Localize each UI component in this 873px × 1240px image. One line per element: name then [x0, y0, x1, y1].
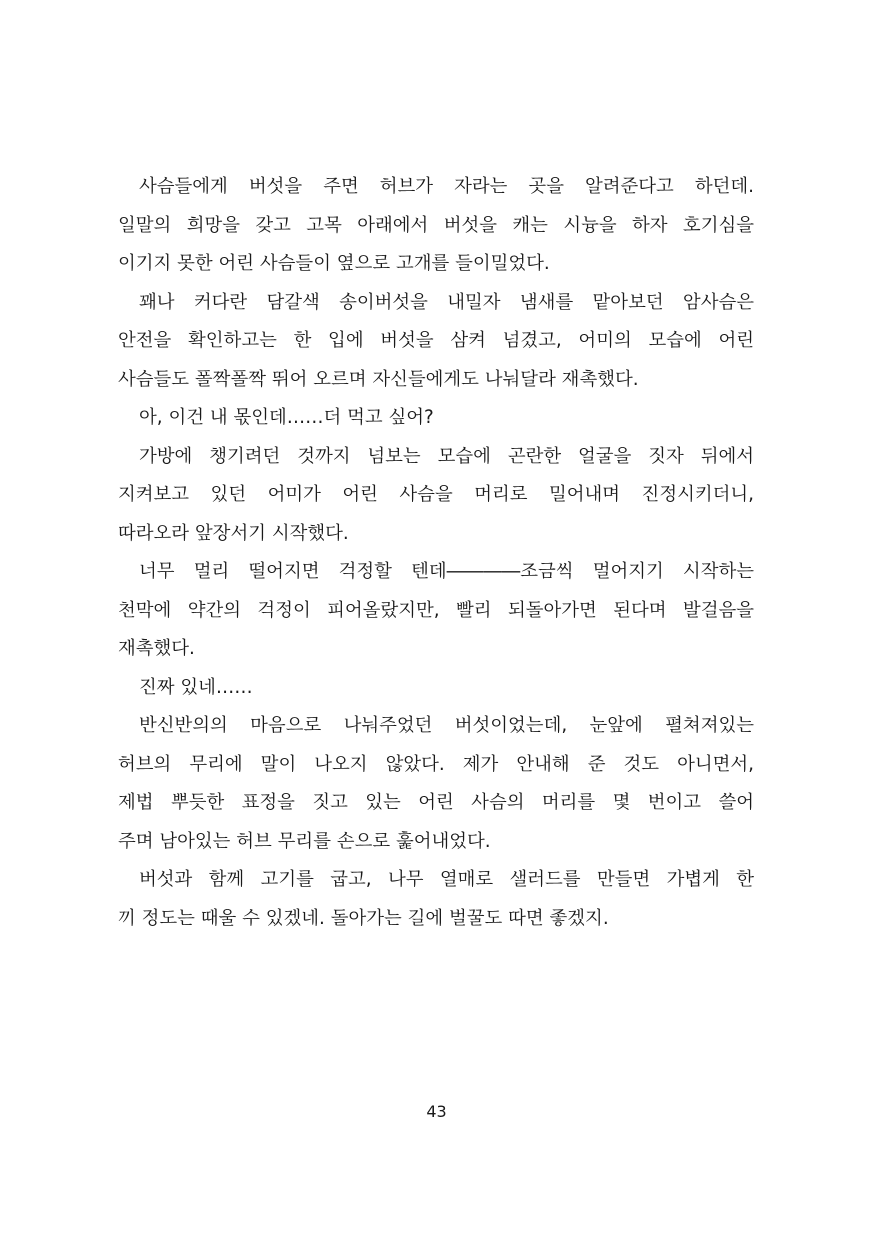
paragraph	[118, 669, 754, 708]
text-line: 가방에 챙기려던 것까지 넘보는 모습에 곤란한 얼굴을 짓자 뒤에서	[139, 445, 754, 467]
text-line: 사슴들에게 버섯을 주면 허브가 자라는 곳을 알려준다고 하던데.	[139, 176, 754, 197]
paragraph	[118, 399, 754, 438]
text-line: 이기지 못한 어린 사슴들이 옆으로 고개를 들이밀었다.	[118, 253, 550, 274]
text-line: 아, 이건 내 몫인데……더 먹고 싶어?	[139, 407, 434, 428]
page-body	[118, 168, 754, 938]
paragraph	[118, 707, 754, 861]
text-line: 일말의 희망을 갖고 고목 아래에서 버섯을 캐는 시늉을 하자 호기심을	[118, 214, 754, 236]
text-line: 진짜 있네……	[139, 676, 253, 698]
text-line: 재촉했다.	[118, 638, 195, 659]
text-line: 반신반의의 마음으로 나눠주었던 버섯이었는데, 눈앞에 펼쳐져있는	[139, 715, 754, 736]
text-line: 안전을 확인하고는 한 입에 버섯을 삼켜 넘겼고, 어미의 모습에 어린	[118, 330, 754, 351]
page-number: 43	[426, 1102, 447, 1121]
text-line: 천막에 약간의 걱정이 피어올랐지만, 빨리 되돌아가면 된다며 발걸음을	[118, 599, 754, 621]
text-line: 주며 남아있는 허브 무리를 손으로 훑어내었다.	[118, 830, 491, 852]
text-line: 끼 정도는 때울 수 있겠네. 돌아가는 길에 벌꿀도 따면 좋겠지.	[118, 907, 609, 929]
paragraph	[118, 438, 754, 554]
paragraph	[118, 553, 754, 669]
text-line: 제법 뿌듯한 표정을 짓고 있는 어린 사슴의 머리를 몇 번이고 쓸어	[118, 792, 754, 813]
text-line: 사슴들도 폴짝폴짝 뛰어 오르며 자신들에게도 나눠달라 재촉했다.	[118, 368, 639, 390]
paragraph	[118, 168, 754, 284]
paragraph	[118, 861, 754, 938]
text-line: 너무 멀리 떨어지면 걱정할 텐데――――조금씩 멀어지기 시작하는	[139, 561, 754, 582]
text-line: 버섯과 함께 고기를 굽고, 나무 열매로 샐러드를 만들면 가볍게 한	[139, 869, 754, 890]
text-line: 따라오라 앞장서기 시작했다.	[118, 522, 349, 544]
text-line: 지켜보고 있던 어미가 어린 사슴을 머리로 밀어내며 진정시키더니,	[118, 484, 754, 505]
text-line: 꽤나 커다란 담갈색 송이버섯을 내밀자 냄새를 맡아보던 암사슴은	[139, 291, 754, 313]
paragraph	[118, 284, 754, 400]
text-line: 허브의 무리에 말이 나오지 않았다. 제가 안내해 준 것도 아니면서,	[118, 753, 754, 775]
